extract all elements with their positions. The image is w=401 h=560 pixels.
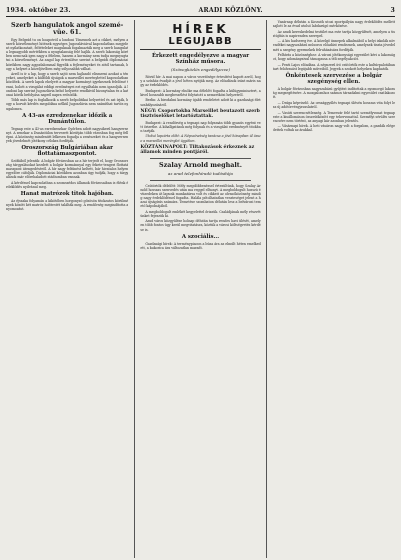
divider: [150, 180, 250, 181]
page-header: [6, 4, 395, 17]
article-paragraph: Az aradi kereskedelmi testület ma este tartja közgyűlését, amelyen a tisztújítás is napirenden szerepel.: [272, 29, 395, 38]
article-heading: Hanat matrózok titok hajóban.: [20, 191, 114, 198]
header-date: 1934. október 23.: [6, 7, 71, 14]
article-subheading: (Szövegközlés engedélyezve): [171, 67, 230, 72]
article-paragraph: — A kis hadsereg íve. A közelgő ünnepek alkalmából a helyi iskolák növendékei nagyszabású műsoros előadást rendeznek, amelynek tiszta jövedelmét a szegény gyermekek felruházására fordítják.: [272, 39, 395, 52]
article-paragraph: — Fenti Lajos előadása. A népszerű író csütörtök este a kultúrpalotában tart felolvasást legújabb műveiből. Jegyek a szokott helyeken kaphatók.: [272, 62, 395, 71]
article-paragraph: Arad város közgyűlése holnap délután tartja rendes havi ülését, amelyen több fontos ügy kerül megvitatásra, köztük a városi költségvetés kérdése is.: [140, 219, 261, 232]
columns: [6, 20, 395, 558]
article-paragraph: A kérdéssel kapcsolatban a szomszédos államok fővárosaiban is élénk érdeklődés nyilvánul meg.: [6, 180, 129, 190]
masthead-title: HÍREK: [172, 22, 229, 36]
article-paragraph: Egy Belgrád tu on hoapotröl a londoni Tímesnek azt a cikket, melyen a szerb közvéleményt hitének egységes Jugoszláviával kapcsolatban megjelent nyilatkozatait, feltételeket maguknak fogalmazták meg a szerb hangulat a legnagyobb mértékben a nyugtalanság felé hajlik. A szerb lakosság körében nemcsak igen nagy a félelem, hanem a kormány nem tudja megnyugtatni a közvéleményt. Az angol lap értesülése szerint a belgrádi diplomáciai körökben nagy aggodalommal figyelik a fejleményeket és attól tartanak, hogy a helyzet a közeljövőben még súlyosabbá válhat.: [6, 38, 129, 71]
article-heading: Szalay Arnold meghalt.: [159, 160, 242, 169]
article-paragraph: Rövid hír: A mai napon a város vezetősége értesítést kapott arról, hogy a színház évadját a jövő héten nyitják meg. Az előadások iránt máris nagy az érdeklődés.: [140, 75, 261, 88]
article-heading: Érkezett engedélyezve a magyar Színház műsora.: [151, 53, 250, 65]
article-paragraph: Gazdasági hírek: A terménypiacon a búza ára az elmúlt héten emelkedett, a kukorica ára változatlan maradt.: [140, 241, 261, 250]
divider: [150, 158, 250, 159]
article-paragraph: A megboldogult emlékét kegyelettel őrizzük. Családjának mély részvétünket fejezzük ki.: [140, 209, 261, 218]
article-paragraph: Vasárnap délután a Kossuth utcai sportpályán nagy érdeklődés mellett zajlott le az évad utolsó labdarúgó mérkőzése.: [272, 20, 395, 29]
article-paragraph: — Drága képviselő. Az országgyűlés tegnapi ülésén hosszas vita folyt le az új adótörvényjavaslatról.: [272, 100, 395, 109]
article-heading: Oroszország Bulgáriában akar flottatámaszpontot.: [21, 144, 113, 157]
news-masthead: [140, 22, 260, 50]
column-middle: [134, 20, 266, 558]
article-heading: NÉGY: Csoportokba Marseillet beutazott szerb tisztviselőket letartóztattak.: [140, 108, 260, 119]
article-heading: A 43-as ezredzenekar időzik a Dunántúlon.: [22, 112, 113, 125]
header-paper-name: ARADI KÖZLÖNY.: [198, 7, 263, 14]
article-paragraph: — Vásárnapi hírek. A heti vásáron nagy volt a forgalom, a gazdák elégedettek voltak az árakkal.: [272, 124, 395, 133]
article-heading: Szerb hangulatok angol szemé-vüe. 61.: [11, 21, 124, 36]
article-paragraph: Budapest: A rendőrség a tegnapi nap folyamán több gyanús egyént vett őrizetbe. A kihallgatások még folynak és a vizsgálat eredményét titokban tartják.: [140, 120, 261, 133]
header-page-number: 3: [390, 7, 395, 14]
article-paragraph: A bolgár fővárosban nagyszabású gyűjtést indítottak a nyomorgó lakosság megsegítésére. A mozgalomhoz számos társadalmi egyesület csatlakozott.: [272, 87, 395, 100]
article-paragraph: Szófiából jelentik: A bolgár fővárosban az a hír terjedt el, hogy Oroszország tárgyalásokat kezdett a bolgár kormánnyal egy fekete-tengeri flottatámaszpont átengedéséről. A hír nagy feltűnést keltett, bár hivatalos helyen egyelőre cáfolják. Diplomáciai körökben azonban úgy tudják, hogy a tárgyalások már előrehaladott stádiumban vannak.: [6, 158, 129, 180]
article-paragraph: Berlin: A birodalmi kormány újabb rendeletet adott ki a gazdasági élet szabályozásáról.: [140, 98, 261, 107]
column-right: [273, 20, 395, 558]
article-paragraph: Tegnap este a 43-as ezredzenekar Győrben adott nagysikerű hangversenyt. A zenekar a Dunántúlon tervezett körútján több városban fog még fellépni. A közönség mindenütt lelkesen fogadja a zenészeket és a hangversenyek jövedelmét jótékony célokra fordítják.: [6, 126, 129, 143]
article-heading: Önkéntesek szervezése a bolgár szegénység ellen.: [285, 73, 382, 86]
masthead-subtitle: LEGUJABB: [140, 36, 260, 50]
article-paragraph: Utolsó lapzárta előtt: A Népszövetség tanácsa a jövő hónapban ül össze a marseillei merénylet ügyében.: [140, 134, 261, 143]
article-paragraph: — Vasúti szerencsétlenség. A Temesvár felé tartó személyvonat tegnap este a kisállomáson összeütközött egy tehervonattal. Személyi sérülés szerencsére nem történt, az anyagi kár azonban jelentős.: [272, 110, 395, 123]
column-left: [6, 20, 128, 558]
article-paragraph: Csütörtök délelőtt: Mély megdöbbenéssel értesültünk, hogy Szalay Arnold hosszas szenvedés után ma reggel elhunyt. A megboldogult hosszú évtizedeken át lapunk munkatársa volt és cikkeit az olvasóközönség mindig nagy érdeklődéssel fogadta. Halála pótolhatatlan veszteséget jelent a hazai újságírás számára. Temetése szombaton délután lesz a belvárosi temető kápolnájából.: [140, 183, 261, 209]
article-paragraph: Budapest: A kormány elnöke ma délelőtt fogadta a külügyminisztert, akivel hosszabb megbeszélést folytatott a nemzetközi helyzetről.: [140, 88, 261, 97]
article-subheading: az arad telefonhíradó tudósítója: [168, 170, 233, 176]
article-paragraph: Felhívás a közönséghez: A városi jótékonysági egyesület kéri a lakosságot, hogy adományaival támogassa a téli segélyakciót.: [272, 53, 395, 62]
article-paragraph: Arról is ír a lap, hogy a szerb sajtó nem hajlandó elismerni azokat a tényeket, amelyeket a külföldi újságok a marseillei merénylettel kapcsolatban közöltek. A szerb lapok ehelyett a magyar kormányt igyekeznek felelőssé tenni, holott a vizsgálat eddigi eredményei ezt egyáltalán nem igazolják. A londoni lap szerint Jugoszlávia belső helyzete rendkívül bizonytalan és a katonai körök befolyása napról napra erősödik.: [6, 72, 129, 97]
article-paragraph: Több más lap is foglalkozik a szerb belpolitikai helyzettel és azt írják, hogy a horvát kérdés megoldása nélkül Jugoszlávia nem számíthat tartós nyugalomra.: [6, 98, 129, 111]
article-paragraph: Az éjszaka folyamán a kikötőben horgonyzó gőzösön titokzatos körülmények között két matróz holttestét találták meg. A rendőrség megindította a nyomozást.: [6, 199, 129, 212]
article-heading: KÖZTÁNINAPOLT: Tiltakozások érkeznek az államok minden pontjáról.: [140, 144, 255, 155]
article-heading: A szociális...: [181, 233, 220, 240]
